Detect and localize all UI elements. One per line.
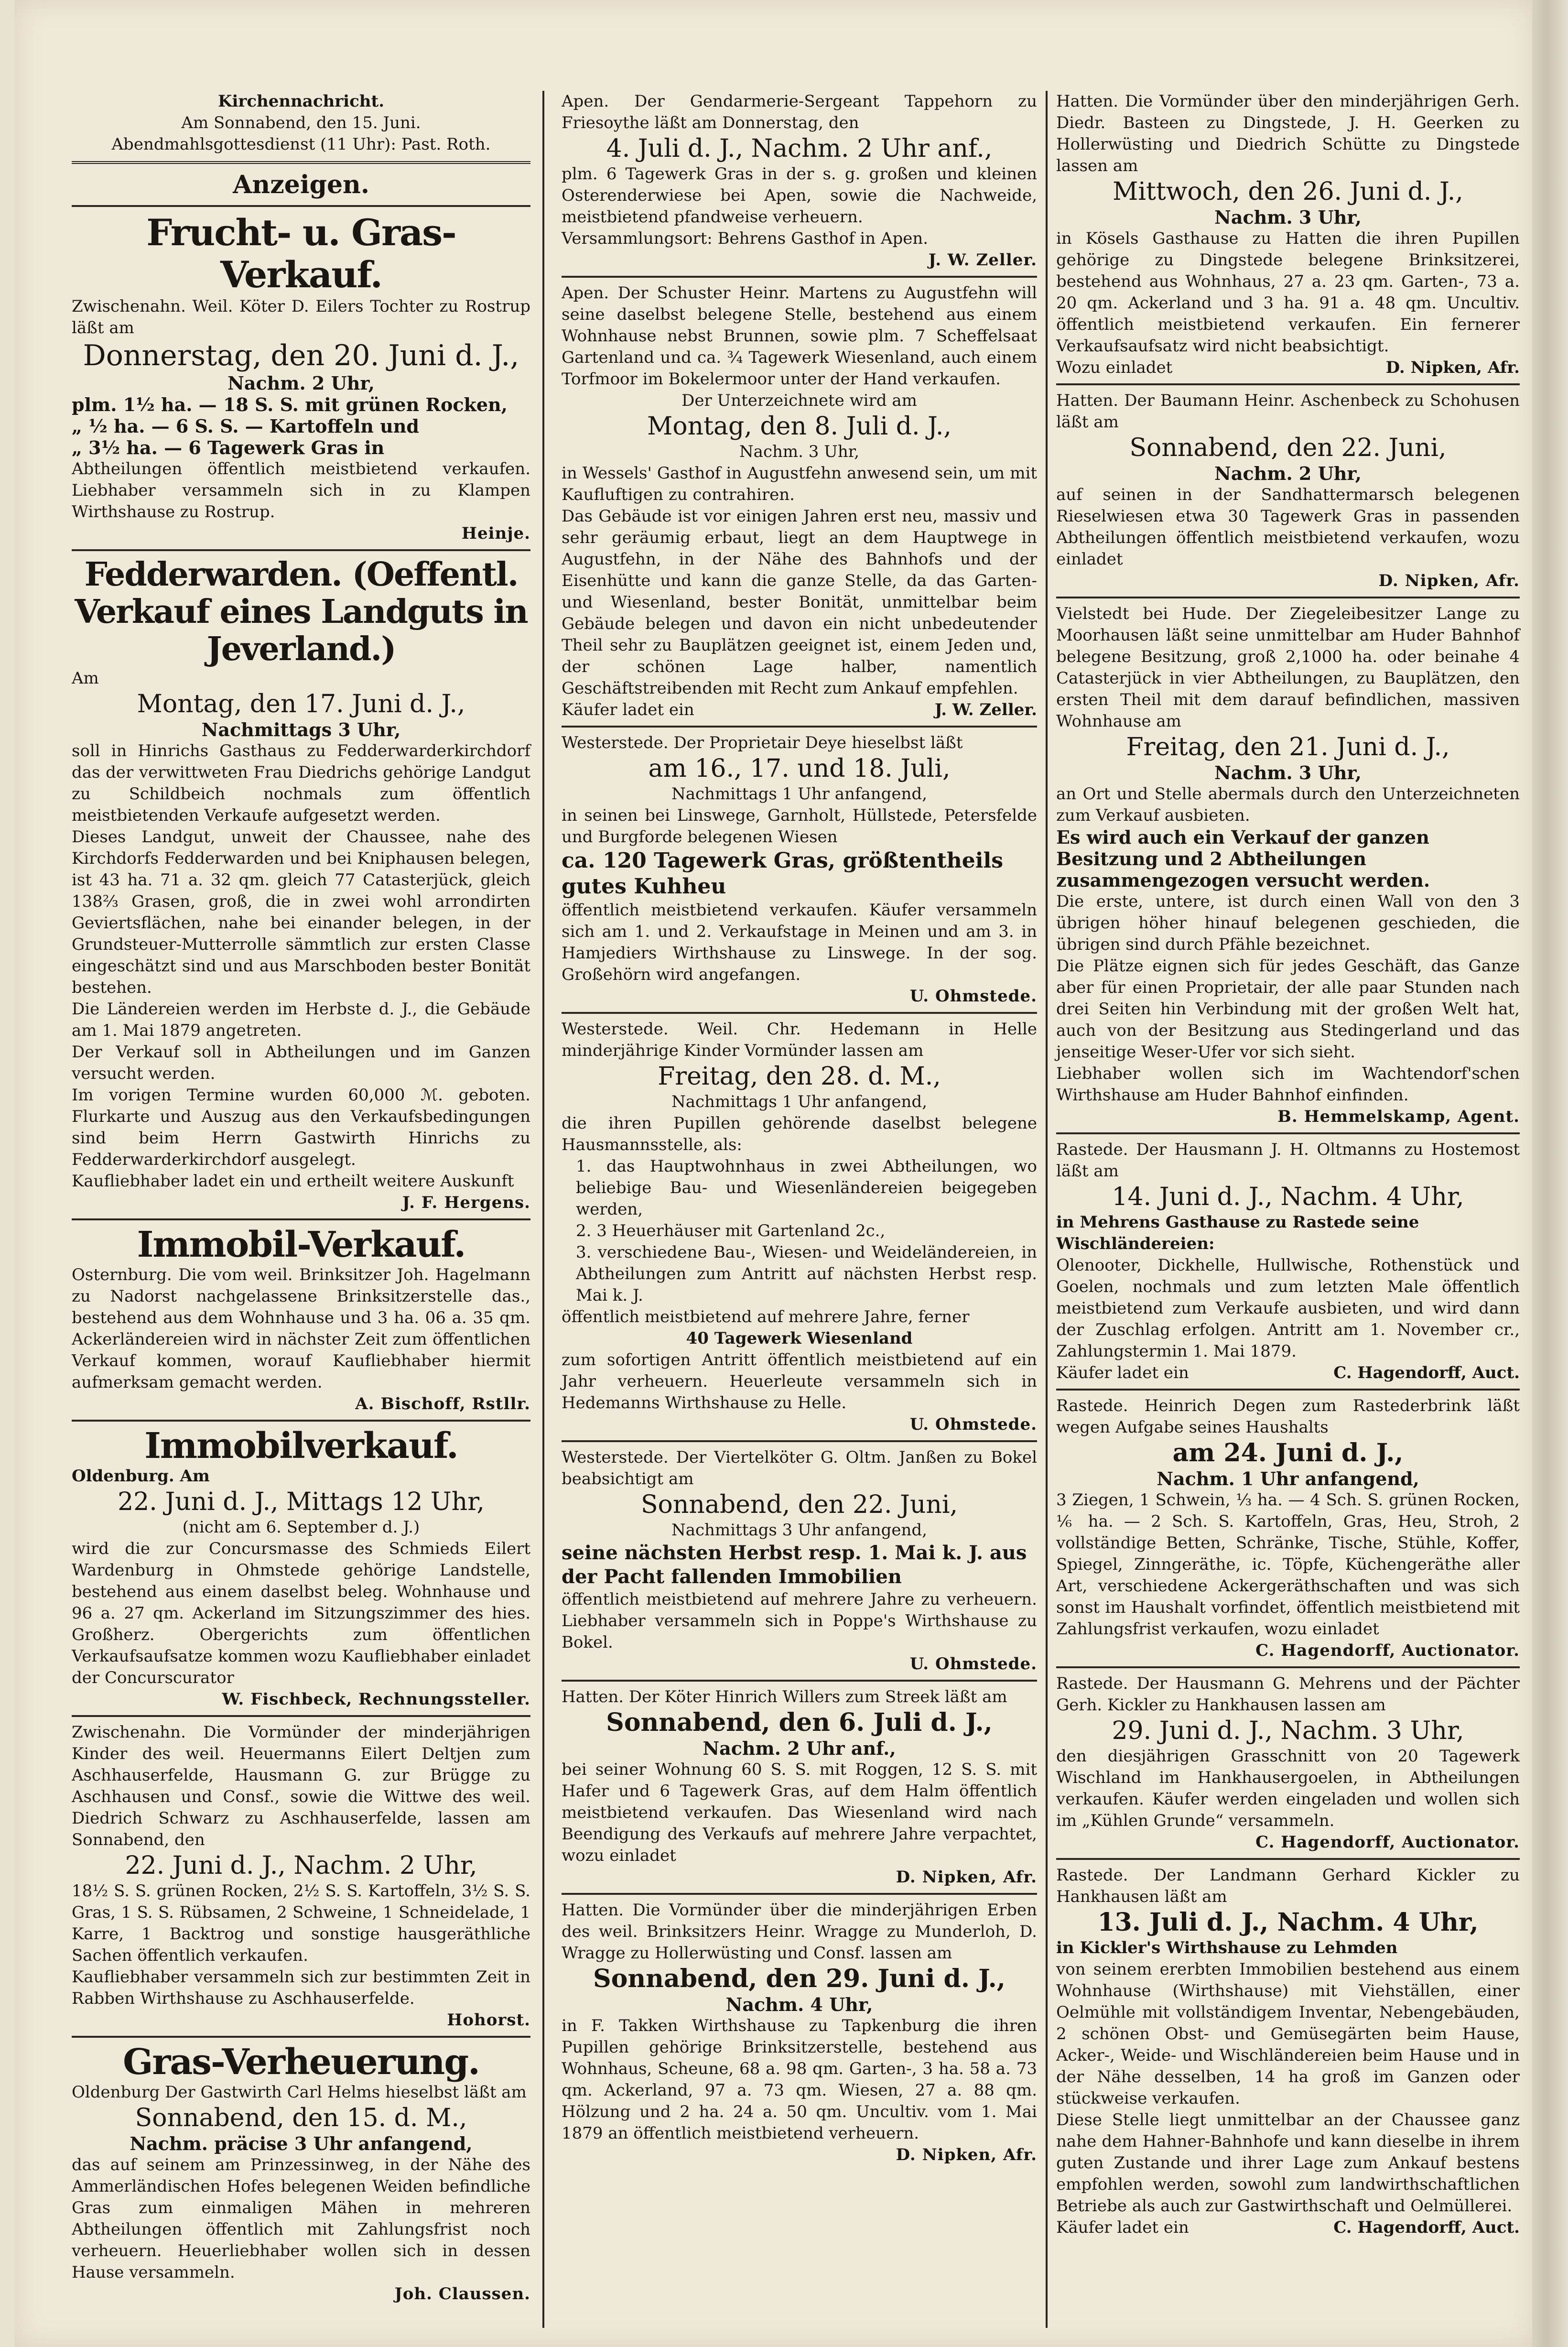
ad-date: Montag, den 8. Juli d. J., xyxy=(647,412,952,441)
ad-hatten-basteen xyxy=(1056,91,1520,379)
ad-text: wird die zur Concursmasse des Schmieds Eilert Wardenburg in Ohmstede gehörige Landstelle, bestehend aus einem daselbst beleg. Wohnhause und 96 a. 27 qm. Ackerland im Sitzungszimmer des hies. Großherz. Obergerichts zum öffentlichen Verkaufsaufsatze kommen wozu Kaufliebhaber einladet der Concurscurator xyxy=(72,1539,530,1687)
ad-apen-tappehorn xyxy=(562,91,1037,271)
ad-date: Sonnabend, den 29. Juni d. J., xyxy=(593,1964,1006,1993)
divider xyxy=(1056,597,1520,598)
ad-rastede-mehrens xyxy=(1056,1673,1520,1853)
ad-text: in Kösels Gasthause zu Hatten die ihren Pupillen gehörige zu Dingstede belegene Brinksitzerei, bestehend aus Wohnhaus, 27 a. 23 qm. Garten-, 73 a. 20 qm. Ackerland und 3 ha. 91 a. 48 qm. Uncultiv. öffentlich meistbietend verkaufen. Ein fernerer Verkaufsaufsatz wird nicht beabsichtigt. xyxy=(1056,229,1520,356)
ad-text: Zwischenahn. Weil. Köter D. Eilers Tochter zu Rostrup läßt am xyxy=(72,297,530,337)
ad-highlight: in Mehrens Gasthause zu Rastede seine Wischländereien: xyxy=(1056,1213,1419,1253)
ad-text: Rastede. Der Landmann Gerhard Kickler zu Hankhausen läßt am xyxy=(1056,1866,1520,1906)
ad-immobil-verkauf xyxy=(72,1225,530,1415)
ad-text: Oldenburg. Am xyxy=(72,1467,210,1486)
ad-text: plm. 6 Tagewerk Gras in der s. g. großen und kleinen Osterenderwiese bei Apen, sowie die Nachweide, meistbietend pfandweise verheuern. xyxy=(562,164,1037,227)
ad-signature: C. Hagendorff, Auct. xyxy=(1333,2218,1520,2237)
ad-text: Westerstede. Der Proprietair Deye hieselbst läßt xyxy=(562,733,963,752)
ad-immobilverkauf xyxy=(72,1426,530,1710)
column-divider xyxy=(1046,91,1048,2328)
ad-text: öffentlich meistbietend verkaufen. Käufer versammeln sich am 1. und 2. Verkaufstage in Meinen und am 3. in Hamjediers Wirthshause zu Linswege. In der sog. Großehörn wird angefangen. xyxy=(562,901,1037,984)
ad-date: Freitag, den 21. Juni d. J., xyxy=(1126,733,1450,761)
ad-highlight: Es wird auch ein Verkauf der ganzen Besitzung und 2 Abtheilungen zusammengezogen versucht werden. xyxy=(1056,826,1430,891)
ad-title: Immobil-Verkauf. xyxy=(137,1224,465,1265)
ad-title: Frucht- u. Gras-Verkauf. xyxy=(146,211,456,296)
ad-text: Kaufliebhaber versammeln sich zur bestimmten Zeit in Rabben Wirthshause zu Aschhauserfelde. xyxy=(72,1967,530,2008)
ad-highlight: in Kickler's Wirthshause zu Lehmden xyxy=(1056,1938,1398,1957)
ad-text: Kaufliebhaber ladet ein und ertheilt weitere Auskunft xyxy=(72,1172,514,1191)
divider xyxy=(72,2036,530,2038)
ad-text: Vielstedt bei Hude. Der Ziegeleibesitzer Lange zu Moorhausen läßt seine unmittelbar am Huder Bahnhof belegene Besitzung, groß 2,1000 ha. oder beinahe 4 Catasterjück in vier Abtheilungen, zu Bauplätzen, den ersten Theil mit dem darauf befindlichen, massiven Wohnhause am xyxy=(1056,604,1520,731)
ad-time: Nachm. 3 Uhr, xyxy=(1214,762,1362,783)
divider xyxy=(562,1440,1037,1442)
ad-text: Im vorigen Termine wurden 60,000 ℳ. geboten. Flurkarte und Auszug aus den Verkaufsbedingungen sind beim Herrn Gastwirth Hinrichs zu Fedderwarderkirchdorf ausgelegt. xyxy=(72,1086,530,1169)
ad-title: Immobilverkauf. xyxy=(144,1425,458,1467)
section-heading: Anzeigen. xyxy=(233,170,369,199)
ad-date: 22. Juni d. J., Nachm. 2 Uhr, xyxy=(125,1851,477,1880)
ad-footer xyxy=(1056,1362,1520,1384)
ad-text: Zwischenahn. Die Vormünder der minderjährigen Kinder des weil. Heuermanns Eilert Deltjen zum Aschhauserfelde, Hausmann G. zur Brügge zu Aschhausen und Consf., sowie die Wittwe des weil. Diedrich Schwarz zu Aschhauserfelde, lassen am Sonnabend, den xyxy=(72,1723,530,1849)
ad-item: 2. 3 Heuerhäuser mit Gartenland 2c., xyxy=(576,1221,886,1240)
ad-text: Apen. Der Gendarmerie-Sergeant Tappehorn zu Friesoythe läßt am Donnerstag, den xyxy=(562,92,1037,132)
ad-date: Sonnabend, den 6. Juli d. J., xyxy=(606,1708,993,1737)
ad-text: öffentlich meistbietend auf mehrere Jahre, ferner xyxy=(562,1307,970,1326)
ad-time: Nachmittags 1 Uhr anfangend, xyxy=(671,784,928,804)
ad-text: die ihren Pupillen gehörende daselbst belegene Hausmannsstelle, als: xyxy=(562,1114,1037,1154)
ad-hatten-wragge xyxy=(562,1900,1037,2166)
ad-date: Sonnabend, den 22. Juni, xyxy=(1129,434,1447,462)
ad-text: Hatten. Die Vormünder über die minderjährigen Erben des weil. Brinksitzers Heinr. Wragge zu Munderloh, D. Wragge zu Hollerwüsting und Consf. lassen am xyxy=(562,1901,1037,1963)
ad-item: 1. das Hauptwohnhaus in zwei Abtheilungen, wo beliebige Bau- und Wiesenländereien beigegeben werden, xyxy=(576,1157,1037,1219)
ad-signature: U. Ohmstede. xyxy=(909,1415,1037,1434)
ad-item: plm. 1½ ha. — 18 S. S. mit grünen Rocken, xyxy=(72,394,508,415)
ad-rastede-degen xyxy=(1056,1395,1520,1662)
ad-signature: W. Fischbeck, Rechnungssteller. xyxy=(222,1690,530,1709)
ad-signature: B. Hemmelskamp, Agent. xyxy=(1277,1107,1520,1126)
ad-date: 22. Juni d. J., Mittags 12 Uhr, xyxy=(118,1488,485,1516)
ad-signature: C. Hagendorff, Auctionator. xyxy=(1255,1641,1520,1660)
ad-highlight: ca. 120 Tagewerk Gras, größtentheils gutes Kuhheu xyxy=(562,848,1003,899)
church-heading: Kirchennachricht. xyxy=(217,92,385,111)
ad-text: Olenooter, Dickhelle, Hullwische, Rothenstück und Goelen, nochmals und zum letzten Male öffentlich meistbietend zum Verkaufe ausbieten, und wird dann der Zuschlag erfolgen. Antritt am 1. November cr., Zahlungstermin 1. Mai 1879. xyxy=(1056,1256,1520,1361)
ad-text: in F. Takken Wirthshause zu Tapkenburg die ihren Pupillen gehörige Brinksitzerstelle, bestehend aus Wohnhaus, Scheune, 68 a. 98 qm. Garten-, 3 ha. 58 a. 73 qm. Ackerland, 97 a. 73 qm. Wiesen, 27 a. 88 qm. Hölzung und 2 ha. 24 a. 50 qm. Uncultiv. vom 1. Mai 1879 an öffentlich meistbietend verheuern. xyxy=(562,2016,1037,2143)
column-3 xyxy=(1056,91,1520,2328)
ad-text: den diesjährigen Grasschnitt von 20 Tagewerk Wischland im Hankhausergoelen, in Abtheilungen verkaufen. Käufer werden eingeladen und wollen sich im „Kühlen Grunde“ versammeln. xyxy=(1056,1747,1520,1830)
ad-title: Fedderwarden. (Oeffentl. Verkauf eines Landguts in Jeverland.) xyxy=(75,555,528,668)
ad-footer xyxy=(1056,357,1520,379)
church-line: Am Sonnabend, den 15. Juni. xyxy=(181,113,421,132)
ad-text: Die Ländereien werden im Herbste d. J., die Gebäude am 1. Mai 1879 angetreten. xyxy=(72,1000,530,1040)
ad-rastede-kickler xyxy=(1056,1865,1520,2238)
ad-signature: Hohorst. xyxy=(447,2010,530,2030)
ad-rastede-oltmanns xyxy=(1056,1139,1520,1384)
divider xyxy=(1056,1666,1520,1668)
ad-text: Der Unterzeichnete wird am xyxy=(681,391,917,410)
divider xyxy=(72,1715,530,1717)
ad-date: 4. Juli d. J., Nachm. 2 Uhr anf., xyxy=(606,134,993,163)
divider xyxy=(562,1893,1037,1895)
ad-apen-martens xyxy=(562,283,1037,721)
ad-item: „ ½ ha. — 6 S. S. — Kartoffeln und xyxy=(72,415,419,437)
ad-time: Nachm. 3 Uhr, xyxy=(1214,206,1362,228)
newspaper-page xyxy=(14,0,1534,2347)
ad-text: Apen. Der Schuster Heinr. Martens zu Augustfehn will seine daselbst belegene Stelle, bestehend aus einem Wohnhause nebst Brunnen, sowie plm. 7 Scheffelsaat Gartenland und ca. ¾ Tagewerk Wiesenland, auch einem Torfmoor im Bokelermoor unter der Hand verkaufen. xyxy=(562,283,1037,389)
ad-text: auf seinen in der Sandhattermarsch belegenen Rieselwiesen etwa 30 Tagewerk Gras in passenden Abtheilungen öffentlich meistbietend verkaufen, wozu einladet xyxy=(1056,485,1520,569)
ad-text: Westerstede. Weil. Chr. Hedemann in Helle minderjährige Kinder Vormünder lassen am xyxy=(562,1020,1037,1060)
divider xyxy=(1056,1389,1520,1391)
column-2 xyxy=(562,91,1037,2328)
ad-text: Rastede. Der Hausmann G. Mehrens und der Pächter Gerh. Kickler zu Hankhausen lassen am xyxy=(1056,1674,1520,1715)
ad-text: Käufer ladet ein xyxy=(1056,2218,1189,2237)
ad-date: Freitag, den 28. d. M., xyxy=(658,1062,941,1091)
ad-text: Osternburg. Die vom weil. Brinksitzer Joh. Hagelmann zu Nadorst nachgelassene Brinksitzerstelle das., bestehend aus dem Wohnhause und 3 ha. 06 a. 35 qm. Ackerländereien wird in nächster Zeit zum öffentlichen Verkauf kommen, worauf Kaufliebhaber hiermit aufmerksam gemacht werden. xyxy=(72,1265,530,1392)
ad-text: Hatten. Der Baumann Heinr. Aschenbeck zu Schohusen läßt am xyxy=(1056,391,1520,432)
ad-text: Rastede. Heinrich Degen zum Rastederbrink läßt wegen Aufgabe seines Haushalts xyxy=(1056,1396,1520,1437)
column-divider xyxy=(542,91,544,2328)
ad-date: Mittwoch, den 26. Juni d. J., xyxy=(1113,177,1463,206)
ad-date: Sonnabend, den 15. d. M., xyxy=(135,2104,467,2132)
divider xyxy=(562,276,1037,278)
ad-time: Nachm. 2 Uhr anf., xyxy=(703,1738,896,1759)
ad-date: Sonnabend, den 22. Juni, xyxy=(640,1490,958,1519)
divider xyxy=(1056,1132,1520,1134)
ad-signature: J. F. Hergens. xyxy=(402,1193,530,1212)
ad-signature: J. W. Zeller. xyxy=(934,700,1037,719)
ad-text: Versammlungsort: Behrens Gasthof in Apen. xyxy=(562,229,929,248)
ad-text: Wozu einladet xyxy=(1056,358,1173,377)
ad-item: 3. verschiedene Bau-, Wiesen- und Weideländereien, in Abtheilungen zum Antritt auf nächsten Herbst resp. Mai k. J. xyxy=(576,1243,1037,1305)
divider xyxy=(562,726,1037,728)
divider xyxy=(1056,383,1520,385)
ad-signature: A. Bischoff, Rstllr. xyxy=(355,1394,530,1413)
ad-time: Nachmittags 3 Uhr, xyxy=(201,719,401,740)
ad-date: 14. Juni d. J., Nachm. 4 Uhr, xyxy=(1112,1183,1464,1211)
ad-vielstedt xyxy=(1056,603,1520,1128)
divider xyxy=(562,1680,1037,1682)
ad-signature: J. W. Zeller. xyxy=(928,250,1037,270)
ad-time: Nachm. 4 Uhr, xyxy=(725,1994,873,2015)
ad-text: an Ort und Stelle abermals durch den Unterzeichneten zum Verkauf ausbieten. xyxy=(1056,784,1520,825)
ad-text: Der Verkauf soll in Abtheilungen und im Ganzen versucht werden. xyxy=(72,1043,530,1083)
ad-text: Dieses Landgut, unweit der Chaussee, nahe des Kirchdorfs Fedderwarden und bei Kniphausen belegen, ist 43 ha. 71 a. 32 qm. gleich 77 Catasterjück, gleich 138⅔ Grasen, groß, die in zwei wohl arrondirten Geviertsflächen, nahe bei einander belegen, in der Grundsteuer-Mutterrolle sämmtlich zur ersten Classe eingeschätzt sind und aus Marschboden bester Bonität bestehen. xyxy=(72,827,530,997)
ad-fedderwarden xyxy=(72,556,530,1214)
ad-time: Nachmittags 3 Uhr anfangend, xyxy=(671,1521,928,1540)
ad-date: Montag, den 17. Juni d. J., xyxy=(137,690,465,718)
ad-signature: D. Nipken, Afr. xyxy=(896,1868,1037,1887)
ad-text: von seinem ererbten Immobilien bestehend aus einem Wohnhause (Wirthshause) mit Viehställen, einer Oelmühle mit vollständigem Inventar, Nebengebäuden, 2 schönen Obst- und Gemüsegärten beim Hause, Acker-, Weide- und Wischländereien beim Hause und in der Nähe desselben, 14 ha groß im Ganzen oder stückweise verkaufen. xyxy=(1056,1960,1520,2108)
ad-signature: Joh. Claussen. xyxy=(394,2284,530,2304)
divider xyxy=(72,1420,530,1422)
church-line: Abendmahlsgottesdienst (11 Uhr): Past. Roth. xyxy=(111,135,491,154)
ad-gras-verheuerung xyxy=(72,2043,530,2305)
ad-time: Nachm. 1 Uhr anfangend, xyxy=(1157,1468,1419,1489)
ad-text: Am xyxy=(72,669,99,688)
ad-westerstede-janssen xyxy=(562,1447,1037,1675)
ad-text: Käufer ladet ein xyxy=(562,700,694,719)
divider xyxy=(72,161,530,164)
column-1 xyxy=(72,91,530,2328)
ad-text: Westerstede. Der Viertelköter G. Oltm. Janßen zu Bokel beabsichtigt am xyxy=(562,1448,1037,1489)
ad-hatten-willers xyxy=(562,1686,1037,1888)
ad-hatten-aschenbeck xyxy=(1056,390,1520,592)
ad-text: soll in Hinrichs Gasthaus zu Fedderwarderkirchdorf das der verwittweten Frau Diedrichs gehörige Landgut zu Schildbeich nochmals zum öffentlich meistbietenden Verkaufe aufgesetzt werden. xyxy=(72,741,530,825)
ad-time: Nachm. präcise 3 Uhr anfangend, xyxy=(130,2133,473,2154)
ad-highlight: 40 Tagewerk Wiesenland xyxy=(686,1329,913,1348)
ad-signature: D. Nipken, Afr. xyxy=(896,2145,1037,2164)
ad-text: Diese Stelle liegt unmittelbar an der Chaussee ganz nahe dem Hahner-Bahnhofe und kann dieselbe in ihrem guten Zustande und ihrer Lage zum Ankauf bestens empfohlen werden, sowohl zum landwirthschaftlichen Betriebe als auch zur Gastwirthschaft und Oelmüllerei. xyxy=(1056,2110,1520,2216)
ad-zwischenahn xyxy=(72,1722,530,2031)
ad-signature: U. Ohmstede. xyxy=(909,1654,1037,1673)
church-notice xyxy=(72,91,530,155)
divider xyxy=(562,1012,1037,1014)
ad-text: Die Plätze eignen sich für jedes Geschäft, das Ganze aber für einen Proprietair, der alle paar Stunden nach drei Seiten hin Verbindung mit der großen Welt hat, auch von der Besitzung aus Stedingerland und das jenseitige Weser-Ufer vor sich sieht. xyxy=(1056,956,1520,1062)
ad-text: das auf seinem am Prinzessinweg, in der Nähe des Ammerländischen Hofes belegenen Weiden befindliche Gras zum einmaligen Mähen in mehreren Abtheilungen öffentlich mit Zahlungsfrist noch verheuern. Heuerliebhaber wollen sich in dessen Hause versammeln. xyxy=(72,2155,530,2282)
ad-text: 18½ S. S. grünen Rocken, 2½ S. S. Kartoffeln, 3½ S. S. Gras, 1 S. S. Rübsamen, 2 Schweine, 1 Schneidelade, 1 Karre, 1 Backtrog und sonstige hausgeräthliche Sachen öffentlich verkaufen. xyxy=(72,1881,530,1965)
divider xyxy=(72,205,530,207)
divider xyxy=(72,1218,530,1220)
ad-text: zum sofortigen Antritt öffentlich meistbietend auf ein Jahr verheuern. Heuerleute versammeln sich in Hedemanns Wirthshause zu Helle. xyxy=(562,1350,1037,1413)
ad-time: Nachm. 3 Uhr, xyxy=(739,442,860,461)
ad-signature: D. Nipken, Afr. xyxy=(1378,571,1520,590)
ad-footer xyxy=(562,699,1037,721)
ad-item: „ 3½ ha. — 6 Tagewerk Gras in xyxy=(72,437,385,458)
ad-westerstede-deye xyxy=(562,732,1037,1007)
ad-highlight: seine nächsten Herbst resp. 1. Mai k. J. aus der Pacht fallenden Immobilien xyxy=(562,1542,1027,1588)
ad-time: Nachmittags 1 Uhr anfangend, xyxy=(671,1092,928,1111)
ad-text: Das Gebäude ist vor einigen Jahren erst neu, massiv und sehr geräumig erbaut, liegt an dem Hauptwege in Augustfehn, in der Nähe des Bahnhofs und der Eisenhütte und kann die ganze Stelle, da das Garten- und Wiesenland, bester Bonität, unmittelbar beim Gebäude belegen und davon ein nicht unbedeutender Theil sehr zu Bauplätzen geeignet ist, einem Jeden und, der schönen Lage halber, namentlich Geschäftstreibenden mit Recht zum Ankauf empfehlen. xyxy=(562,507,1037,698)
ad-footer xyxy=(1056,2217,1520,2238)
ad-date: 29. Juni d. J., Nachm. 3 Uhr, xyxy=(1112,1717,1464,1745)
ad-signature: Heinje. xyxy=(461,524,530,543)
ad-signature: U. Ohmstede. xyxy=(909,987,1037,1006)
ad-westerstede-hedemann xyxy=(562,1019,1037,1435)
divider xyxy=(72,549,530,551)
ad-text: bei seiner Wohnung 60 S. S. mit Roggen, 12 S. S. mit Hafer und 6 Tagewerk Gras, auf dem Halm öffentlich meistbietend verkaufen. Das Wiesenland wird nach Beendigung des Verkaufs auf mehrere Jahre verpachtet, wozu einladet xyxy=(562,1760,1037,1865)
ad-title: Gras-Verheuerung. xyxy=(123,2042,479,2083)
ad-text: Abtheilungen öffentlich meistbietend verkaufen. Liebhaber versammeln sich in zu Klampen Wirthshause zu Rostrup. xyxy=(72,459,530,522)
ad-text: in Wessels' Gasthof in Augustfehn anwesend sein, um mit Kaufluftigen zu contrahiren. xyxy=(562,464,1037,504)
ad-frucht-gras xyxy=(72,212,530,544)
ad-text: Hatten. Der Köter Hinrich Willers zum Streek läßt am xyxy=(562,1687,1007,1706)
ad-time: Nachm. 2 Uhr, xyxy=(227,372,375,394)
ad-text: Oldenburg Der Gastwirth Carl Helms hieselbst läßt am xyxy=(72,2083,527,2102)
ad-text: Rastede. Der Hausmann J. H. Oltmanns zu Hostemost läßt am xyxy=(1056,1140,1520,1181)
ad-date: am 24. Juni d. J., xyxy=(1172,1438,1404,1467)
ad-text: Hatten. Die Vormünder über den minderjährigen Gerh. Diedr. Basteen zu Dingstede, J. H. Geerken zu Hollerwüsting und Diedrich Schütte zu Dingstede lassen am xyxy=(1056,92,1520,175)
ad-signature: C. Hagendorff, Auct. xyxy=(1333,1363,1520,1382)
ad-text: 3 Ziegen, 1 Schwein, ⅓ ha. — 4 Sch. S. grünen Rocken, ⅙ ha. — 2 Sch. S. Kartoffeln, Gras, Heu, Stroh, 2 vollständige Betten, Schränke, Tische, Stühle, Koffer, Spiegel, Zinngeräthe, ic. Töpfe, Küchengeräthe aller Art, verschiedene Ackergeräthschaften und was sich sonst im Haushalt vorfindet, öffentlich meistbietend mit Zahlungsfrist verkaufen, wozu einladet xyxy=(1056,1490,1520,1639)
page-edge xyxy=(1532,0,1568,2347)
ad-text: Liebhaber wollen sich im Wachtendorf'schen Wirthshause am Huder Bahnhof einfinden. xyxy=(1056,1064,1520,1105)
ad-text: öffentlich meistbietend auf mehrere Jahre zu verheuern. Liebhaber versammeln sich in Poppe's Wirthshause zu Bokel. xyxy=(562,1590,1037,1652)
ad-text: Käufer ladet ein xyxy=(1056,1363,1189,1382)
divider xyxy=(1056,1858,1520,1860)
ad-signature: D. Nipken, Afr. xyxy=(1385,358,1520,377)
ad-date: Donnerstag, den 20. Juni d. J., xyxy=(83,339,519,372)
ad-text: in seinen bei Linswege, Garnholt, Hüllstede, Petersfelde und Burgforde belegenen Wiesen xyxy=(562,806,1037,847)
ad-text: (nicht am 6. September d. J.) xyxy=(182,1518,420,1537)
ad-time: Nachm. 2 Uhr, xyxy=(1214,463,1362,484)
ad-text: Die erste, untere, ist durch einen Wall von den 3 übrigen höher hinauf belegenen geschieden, die übrigen sind durch Pfähle bezeichnet. xyxy=(1056,892,1520,954)
ad-date: am 16., 17. und 18. Juli, xyxy=(648,754,951,783)
ad-signature: C. Hagendorff, Auctionator. xyxy=(1255,1833,1520,1852)
ad-date: 13. Juli d. J., Nachm. 4 Uhr, xyxy=(1097,1908,1479,1937)
